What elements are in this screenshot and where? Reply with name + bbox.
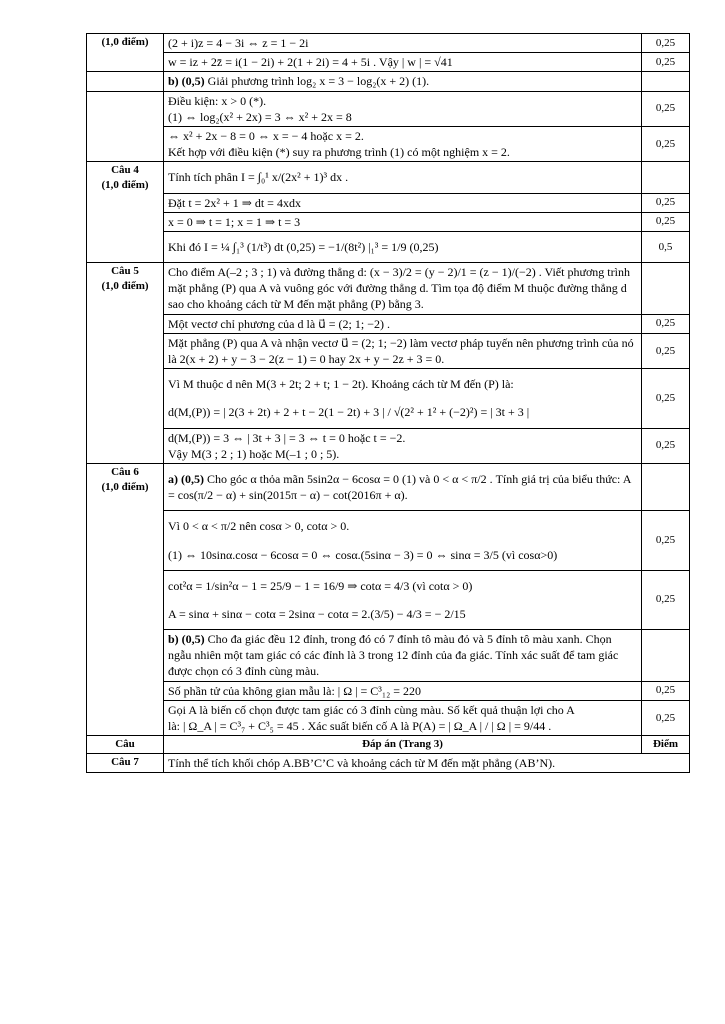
answer-row xyxy=(87,314,690,333)
score-cell: 0,25 xyxy=(642,91,690,126)
solution-line: Điều kiện: x > 0 (*). xyxy=(168,93,267,108)
answer-row xyxy=(87,212,690,231)
answer-row xyxy=(87,369,690,428)
answer-row xyxy=(87,754,690,773)
answer-row xyxy=(87,91,690,126)
answer-row xyxy=(87,700,690,735)
answer-row xyxy=(87,511,690,570)
question-label xyxy=(87,34,164,72)
score-cell: 0,25 xyxy=(642,314,690,333)
solution-content xyxy=(164,428,642,463)
answer-row xyxy=(87,630,690,682)
solution-content: Tính thể tích khối chóp A.BB’C’C và khoảng cách từ M đến mặt phẳng (AB’N). xyxy=(164,754,690,773)
solution-line: cot²α = 1/sin²α − 1 = 25/9 − 1 = 16/9 ⇒ cotα = 4/3 (vì cotα > 0) xyxy=(168,578,473,593)
score-cell: 0,25 xyxy=(642,681,690,700)
score-cell: 0,25 xyxy=(642,212,690,231)
solution-line: Cho điểm A(–2 ; 3 ; 1) và đường thẳng d: (x − 3)/2 = (y − 2)/1 = (z − 1)/(−2) . Viết phương trình mặt phẳng (P) qua A và vuông góc với đường thẳng d. Tìm tọa độ điểm M thuộc đường thẳng d sao cho khoảng cách từ M đến mặt phẳng (P) bằng 3. xyxy=(168,265,630,312)
answer-row xyxy=(87,126,690,161)
answer-row xyxy=(87,231,690,262)
score-cell: 0,25 xyxy=(642,428,690,463)
solution-line: ⇔ x² + 2x − 8 = 0 ⇔ x = − 4 hoặc x = 2. xyxy=(168,128,364,143)
solution-content xyxy=(164,231,642,262)
answer-row xyxy=(87,463,690,510)
solution-line: w = iz + 2z̄ = i(1 − 2i) + 2(1 + 2i) = 4 + 5i . Vậy | w | = √41 xyxy=(168,55,453,70)
solution-content xyxy=(164,34,642,53)
solution-line: Gọi A là biến cố chọn được tam giác có 3 đỉnh cùng màu. Số kết quả thuận lợi cho A xyxy=(168,702,575,717)
header-score: Điểm xyxy=(642,736,690,754)
answer-row xyxy=(87,681,690,700)
header-answer: Đáp án (Trang 3) xyxy=(164,736,642,754)
solution-content xyxy=(164,463,642,510)
answer-row xyxy=(87,162,690,193)
solution-content xyxy=(164,53,642,72)
solution-content xyxy=(164,263,642,315)
score-cell: 0,25 xyxy=(642,34,690,53)
score-cell: 0,5 xyxy=(642,231,690,262)
solution-content xyxy=(164,126,642,161)
solution-line: (1) ⇔ 10sinα.cosα − 6cosα = 0 ⇔ cosα.(5sinα − 3) = 0 ⇔ sinα = 3/5 (vì cosα>0) xyxy=(168,547,558,562)
question-label xyxy=(87,162,164,263)
solution-line: (2 + i)z = 4 − 3i ⇔ z = 1 − 2i xyxy=(168,36,309,50)
question-label-line: Câu 5 xyxy=(111,265,139,278)
solution-content xyxy=(164,570,642,629)
solution-content xyxy=(164,212,642,231)
question-label: Câu 7 xyxy=(87,754,164,773)
answer-table-body xyxy=(87,34,690,773)
part-label: b) (0,5) xyxy=(168,632,205,647)
solution-line: b) (0,5) Cho đa giác đều 12 đỉnh, trong đó có 7 đỉnh tô màu đỏ và 5 đỉnh tô màu xanh. Chọn ngẫu nhiên một tam giác có các đỉnh là 3 trong 12 đỉnh của đa giác. Tính xác suất để tam giác được chọn có 3 đỉnh cùng màu. xyxy=(168,632,619,679)
score-cell xyxy=(642,162,690,193)
solution-content xyxy=(164,333,642,368)
solution-line: A = sinα + sinα − cotα = 2sinα − cotα = 2.(3/5) − 4/3 = − 2/15 xyxy=(168,606,466,621)
question-label-line: (1,0 điểm) xyxy=(101,480,149,493)
question-label xyxy=(87,72,164,91)
question-label-line: (1,0 điểm) xyxy=(101,279,149,292)
solution-line: Đặt t = 2x² + 1 ⇒ dt = 4xdx xyxy=(168,195,301,210)
solution-content xyxy=(164,193,642,212)
score-cell xyxy=(642,263,690,315)
score-cell: 0,25 xyxy=(642,193,690,212)
solution-line: a) (0,5) Cho góc α thỏa mãn 5sin2α − 6cosα = 0 (1) và 0 < α < π/2 . Tính giá trị của biểu thức: A = cos(π/2 − α) + sin(2015π − α) − cot(2016π + α). xyxy=(168,471,631,503)
question-label-line: (1,0 điểm) xyxy=(101,179,149,192)
score-cell: 0,25 xyxy=(642,369,690,428)
solution-line: Vì M thuộc d nên M(3 + 2t; 2 + t; 1 − 2t). Khoảng cách từ M đến (P) là: xyxy=(168,377,514,392)
score-cell xyxy=(642,463,690,510)
score-cell xyxy=(642,630,690,682)
solution-content xyxy=(164,511,642,570)
solution-content xyxy=(164,681,642,700)
solution-line: Mặt phẳng (P) qua A và nhận vectơ u⃗ = (2; 1; −2) làm vectơ pháp tuyến nên phương trình của nó là 2(x + 2) + y − 3 − 2(z − 1) = 0 hay 2x + y − 2z + 3 = 0. xyxy=(168,335,634,366)
score-cell: 0,25 xyxy=(642,53,690,72)
answer-row xyxy=(87,193,690,212)
part-label: b) (0,5) xyxy=(168,74,205,89)
answer-table xyxy=(86,33,690,773)
solution-line: d(M,(P)) = | 2(3 + 2t) + 2 + t − 2(1 − 2t) + 3 | / √(2² + 1² + (−2)²) = | 3t + 3 | xyxy=(168,405,530,420)
question-label xyxy=(87,263,164,464)
question-label-line: Câu 6 xyxy=(111,465,139,478)
question-label xyxy=(87,463,164,735)
question-label xyxy=(87,91,164,162)
solution-content xyxy=(164,314,642,333)
answer-row xyxy=(87,570,690,629)
solution-line: (1) ⇔ log₂(x² + 2x) = 3 ⇔ x² + 2x = 8 xyxy=(168,109,352,124)
solution-line: Số phần tử của không gian mẫu là: | Ω | = C³₁₂ = 220 xyxy=(168,683,422,698)
header-question: Câu xyxy=(87,736,164,754)
solution-line: Vậy M(3 ; 2 ; 1) hoặc M(–1 ; 0 ; 5). xyxy=(168,446,340,461)
solution-content xyxy=(164,369,642,428)
score-cell: 0,25 xyxy=(642,700,690,735)
question-label-line: (1,0 điểm) xyxy=(101,36,149,48)
answer-row xyxy=(87,34,690,53)
question-label-line: Câu 4 xyxy=(111,164,139,177)
solution-content xyxy=(164,91,642,126)
table-header-row xyxy=(87,736,690,754)
solution-line: Khi đó I = ¼ ∫₁³ (1/t³) dt (0,25) = −1/(8t²) |₁³ = 1/9 (0,25) xyxy=(168,239,439,254)
solution-line: Kết hợp với điều kiện (*) suy ra phương trình (1) có một nghiệm x = 2. xyxy=(168,145,510,160)
solution-content xyxy=(164,162,642,193)
solution-line: x = 0 ⇒ t = 1; x = 1 ⇒ t = 3 xyxy=(168,214,301,229)
solution-content xyxy=(164,72,642,91)
solution-line: b) (0,5) Giải phương trình log₂ x = 3 − log₂(x + 2) (1). xyxy=(168,74,430,89)
score-cell xyxy=(642,72,690,91)
solution-line: là: | Ω_A | = C³₇ + C³₅ = 45 . Xác suất biến cố A là P(A) = | Ω_A | / | Ω | = 9/44 . xyxy=(168,719,552,733)
solution-line: Vì 0 < α < π/2 nên cosα > 0, cotα > 0. xyxy=(168,519,350,534)
solution-content xyxy=(164,630,642,682)
score-cell: 0,25 xyxy=(642,570,690,629)
score-cell: 0,25 xyxy=(642,333,690,368)
solution-content xyxy=(164,700,642,735)
answer-row xyxy=(87,428,690,463)
answer-row xyxy=(87,53,690,72)
answer-row xyxy=(87,72,690,91)
solution-line: Một vectơ chỉ phương của d là u⃗ = (2; 1; −2) . xyxy=(168,316,390,331)
part-label: a) (0,5) xyxy=(168,471,204,486)
solution-line: d(M,(P)) = 3 ⇔ | 3t + 3 | = 3 ⇔ t = 0 hoặc t = −2. xyxy=(168,430,406,445)
score-cell: 0,25 xyxy=(642,126,690,161)
answer-row xyxy=(87,263,690,315)
solution-line: Tính tích phân I = ∫₀¹ x/(2x² + 1)³ dx . xyxy=(168,170,349,185)
score-cell: 0,25 xyxy=(642,511,690,570)
answer-row xyxy=(87,333,690,368)
